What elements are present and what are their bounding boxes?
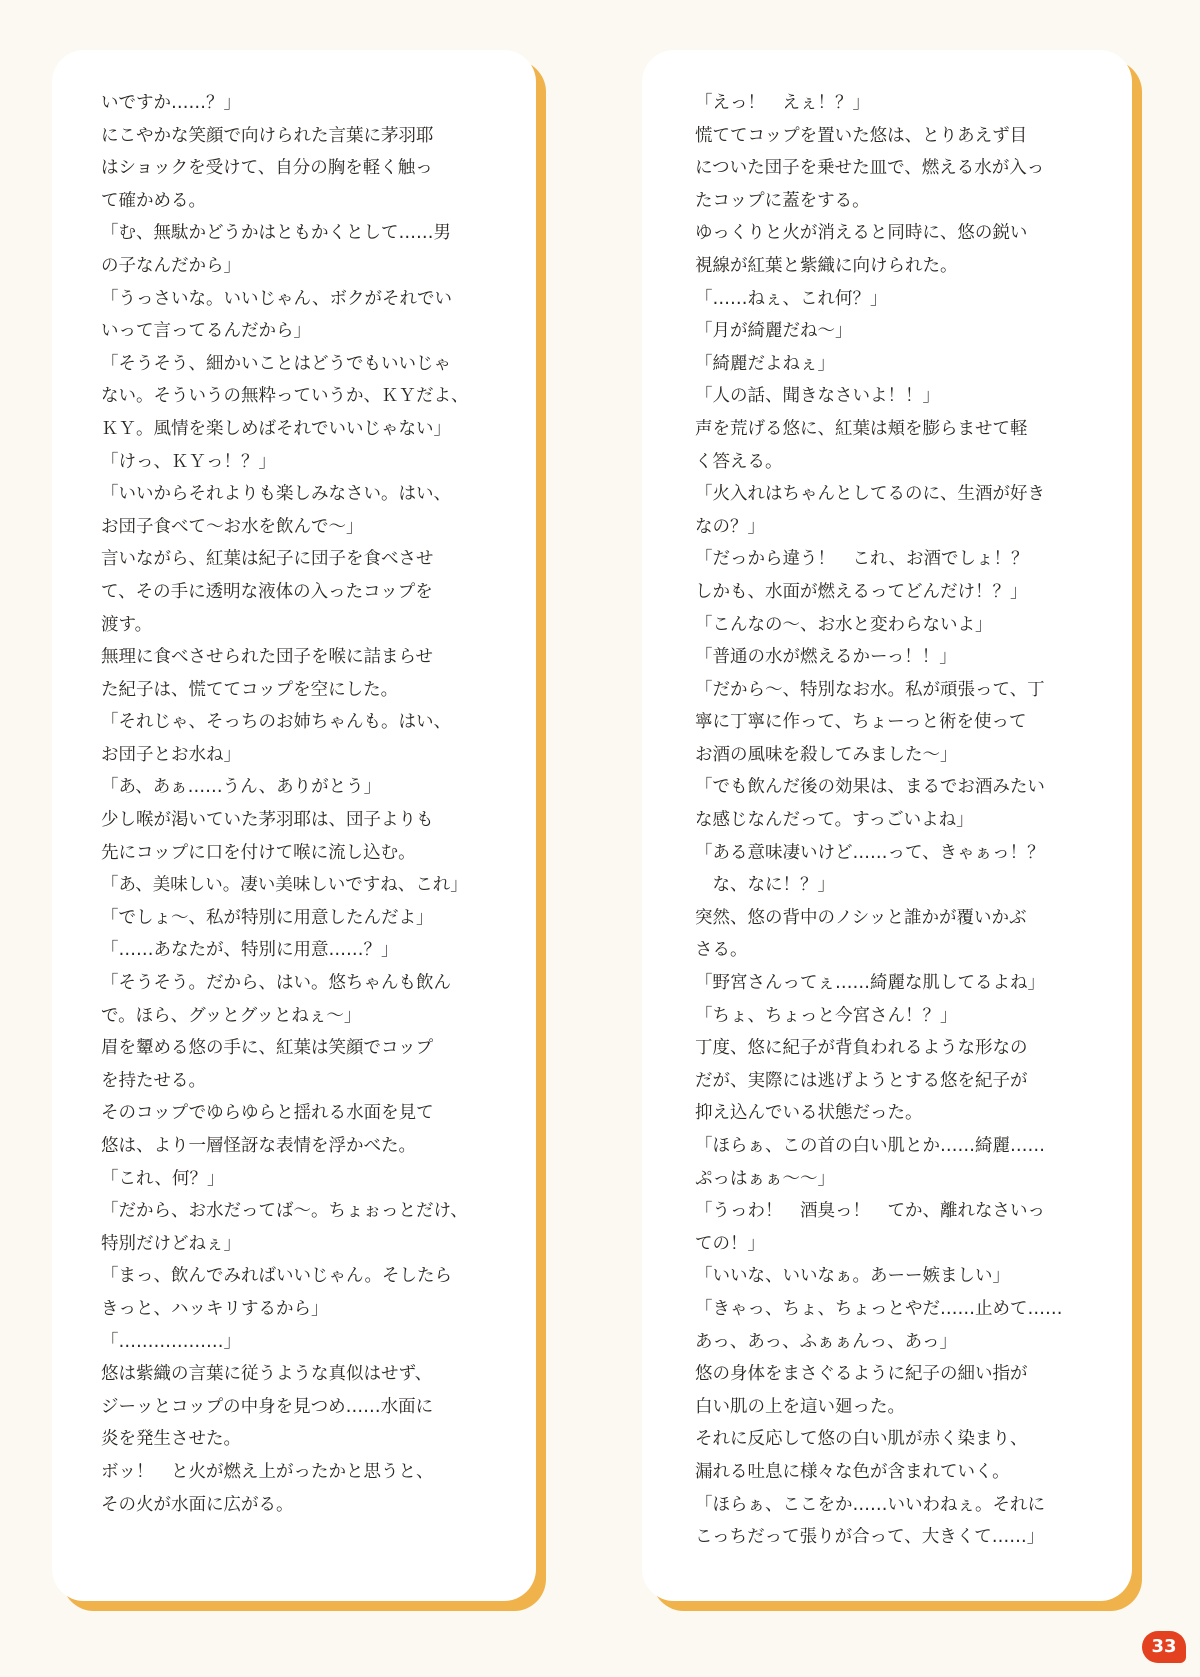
- text-line: 「それじゃ、そっちのお姉ちゃんも。はい、: [101, 712, 451, 733]
- text-line: お団子食べて〜お水を飲んで〜」: [101, 516, 364, 537]
- text-line: 無理に食べさせられた団子を喉に詰まらせ: [101, 647, 433, 668]
- text-line: 丁度、悠に紀子が背負われるような形なの: [695, 1038, 1028, 1059]
- text-line: 先にコップに口を付けて喉に流し込む。: [101, 842, 416, 863]
- text-line: なの？」: [695, 516, 765, 537]
- text-line: 「きゃっ、ちょ、ちょっとやだ……止めて……: [695, 1298, 1063, 1319]
- text-line: 「月が綺麗だね〜」: [695, 321, 853, 342]
- text-line: いって言ってるんだから」: [101, 321, 311, 342]
- text-line: 言いながら、紅葉は紀子に団子を食べさせ: [101, 549, 434, 570]
- text-line: 視線が紅葉と紫織に向けられた。: [695, 255, 958, 276]
- text-line: 「あ、あぁ……うん、ありがとう」: [101, 777, 382, 798]
- text-line: 渡す。: [101, 614, 153, 635]
- text-line: 「いいな、いいなぁ。あーー嫉ましい」: [695, 1266, 1010, 1287]
- text-line: はショックを受けて、自分の胸を軽く触っ: [101, 158, 433, 179]
- text-line: 「ほらぁ、この首の白い肌とか……綺麗……: [695, 1136, 1045, 1156]
- text-line: 「これ、何？」: [101, 1168, 225, 1189]
- text-panel-right: [642, 50, 1132, 1601]
- text-line: 「でしょ〜、私が特別に用意したんだよ」: [101, 907, 434, 928]
- text-line: な、なに！？」: [695, 875, 835, 896]
- text-line: 悠は、より一層怪訝な表情を浮かべた。: [101, 1136, 416, 1156]
- text-line: 「野宮さんってぇ……綺麗な肌してるよね」: [695, 973, 1045, 994]
- text-line: 白い肌の上を這い廻った。: [695, 1396, 905, 1417]
- text-line: 漏れる吐息に様々な色が含まれていく。: [695, 1461, 1010, 1482]
- page-number-badge: 33: [1142, 1631, 1186, 1663]
- text-line: く答える。: [695, 451, 783, 472]
- text-line: ジーッとコップの中身を見つめ……水面に: [101, 1396, 434, 1417]
- text-line: 抑え込んでいる状態だった。: [695, 1103, 923, 1124]
- text-line: その火が水面に広がる。: [101, 1494, 294, 1515]
- text-line: 「人の話、聞きなさいよ！！」: [695, 386, 940, 407]
- text-line: さる。: [695, 940, 748, 961]
- text-line: 慌ててコップを置いた悠は、とりあえず目: [695, 125, 1028, 146]
- text-line: きっと、ハッキリするから」: [101, 1298, 329, 1319]
- text-line: 「そうそう、細かいことはどうでもいいじゃ: [101, 353, 451, 374]
- text-line: いですか……？」: [101, 93, 241, 113]
- text-line: た紀子は、慌ててコップを空にした。: [101, 679, 399, 700]
- text-line: それに反応して悠の白い肌が赤く染まり、: [695, 1429, 1028, 1450]
- text-line: こっちだって張りが合って、大きくて……」: [695, 1527, 1045, 1548]
- text-line: 寧に丁寧に作って、ちょーっと術を使って: [695, 712, 1027, 733]
- text-line: お団子とお水ね」: [101, 744, 241, 765]
- text-line: 少し喉が渇いていた茅羽耶は、団子よりも: [101, 810, 434, 831]
- text-line: 「ちょ、ちょっと今宮さん！？」: [695, 1005, 958, 1026]
- text-line: 「うっわ！ 酒臭っ！ てか、離れなさいっ: [695, 1201, 1045, 1222]
- text-line: 声を荒げる悠に、紅葉は頬を膨らませて軽: [695, 418, 1028, 439]
- text-line: な感じなんだって。すっごいよね」: [695, 810, 974, 831]
- text-line: 「うっさいな。いいじゃん、ボクがそれでい: [101, 288, 453, 309]
- text-panel-left: [52, 50, 536, 1601]
- text-line: 悠は紫織の言葉に従うような真似はせず、: [101, 1364, 433, 1385]
- text-line: 「えっ！ えぇ！？」: [695, 93, 870, 113]
- text-line: 「……あなたが、特別に用意……？」: [101, 940, 399, 961]
- text-line: ボッ！ と火が燃え上がったかと思うと、: [101, 1461, 434, 1482]
- text-line: お酒の風味を殺してみました〜」: [695, 744, 958, 765]
- text-line: 「でも飲んだ後の効果は、まるでお酒みたい: [695, 777, 1045, 798]
- text-line: ぷっはぁぁ〜〜」: [695, 1168, 835, 1189]
- text-line: 炎を発生させた。: [101, 1429, 241, 1450]
- text-line: 「綺麗だよねぇ」: [695, 353, 835, 374]
- text-line: 「……ねぇ、これ何？」: [695, 288, 888, 309]
- text-line: そのコップでゆらゆらと揺れる水面を見て: [101, 1103, 434, 1124]
- text-column-left: [101, 87, 469, 1521]
- text-line: 「ほらぁ、ここをか……いいわねぇ。それに: [695, 1494, 1045, 1515]
- text-line: ての！」: [695, 1233, 765, 1254]
- text-line: にこやかな笑顔で向けられた言葉に茅羽耶: [101, 125, 434, 146]
- text-line: しかも、水面が燃えるってどんだけ！？」: [695, 581, 1028, 602]
- text-line: て、その手に透明な液体の入ったコップを: [101, 581, 433, 602]
- text-line: 「だから〜、特別なお水。私が頑張って、丁: [695, 679, 1045, 700]
- text-line: 「こんなの〜、お水と変わらないよ」: [695, 614, 993, 635]
- text-line: 「だっから違う！ これ、お酒でしょ！？: [695, 549, 1029, 570]
- text-line: ＫＹ。風情を楽しめばそれでいいじゃない」: [101, 418, 451, 439]
- text-line: 眉を顰める悠の手に、紅葉は笑顔でコップ: [101, 1038, 434, 1059]
- text-line: 「普通の水が燃えるかーっ！！」: [695, 647, 957, 668]
- text-line: たコップに蓋をする。: [695, 190, 870, 211]
- text-line: 突然、悠の背中のノシッと誰かが覆いかぶ: [695, 907, 1027, 928]
- text-line: 「まっ、飲んでみればいいじゃん。そしたら: [101, 1266, 453, 1287]
- text-line: で。ほら、グッとグッとねぇ〜」: [101, 1005, 362, 1026]
- text-line: ない。そういうの無粋っていうか、ＫＹだよ、: [101, 386, 469, 407]
- text-line: 「あ、美味しい。凄い美味しいですね、これ」: [101, 875, 468, 896]
- text-line: 「火入れはちゃんとしてるのに、生酒が好き: [695, 484, 1045, 505]
- text-line: についた団子を乗せた皿で、燃える水が入っ: [695, 158, 1045, 179]
- text-line: 特別だけどねぇ」: [101, 1233, 241, 1254]
- text-line: を持たせる。: [101, 1070, 206, 1091]
- text-line: 「けっ、ＫＹっ！？」: [101, 451, 276, 472]
- text-line: 「………………」: [101, 1331, 241, 1352]
- text-line: 「だから、お水だってば〜。ちょぉっとだけ、: [101, 1201, 468, 1222]
- text-line: 「いいからそれよりも楽しみなさい。はい、: [101, 484, 451, 505]
- text-line: 「む、無駄かどうかはともかくとして……男: [101, 223, 451, 244]
- text-column-right: [695, 87, 1063, 1554]
- text-line: て確かめる。: [101, 190, 206, 211]
- text-line: の子なんだから」: [101, 255, 241, 276]
- text-line: 「ある意味凄いけど……って、きゃぁっ！？: [695, 842, 1045, 863]
- text-line: 悠の身体をまさぐるように紀子の細い指が: [695, 1364, 1028, 1385]
- text-line: ゆっくりと火が消えると同時に、悠の鋭い: [695, 223, 1028, 244]
- text-line: 「そうそう。だから、はい。悠ちゃんも飲ん: [101, 973, 451, 994]
- text-line: だが、実際には逃げようとする悠を紀子が: [695, 1070, 1028, 1091]
- text-line: あっ、あっ、ふぁぁんっ、あっ」: [695, 1331, 957, 1352]
